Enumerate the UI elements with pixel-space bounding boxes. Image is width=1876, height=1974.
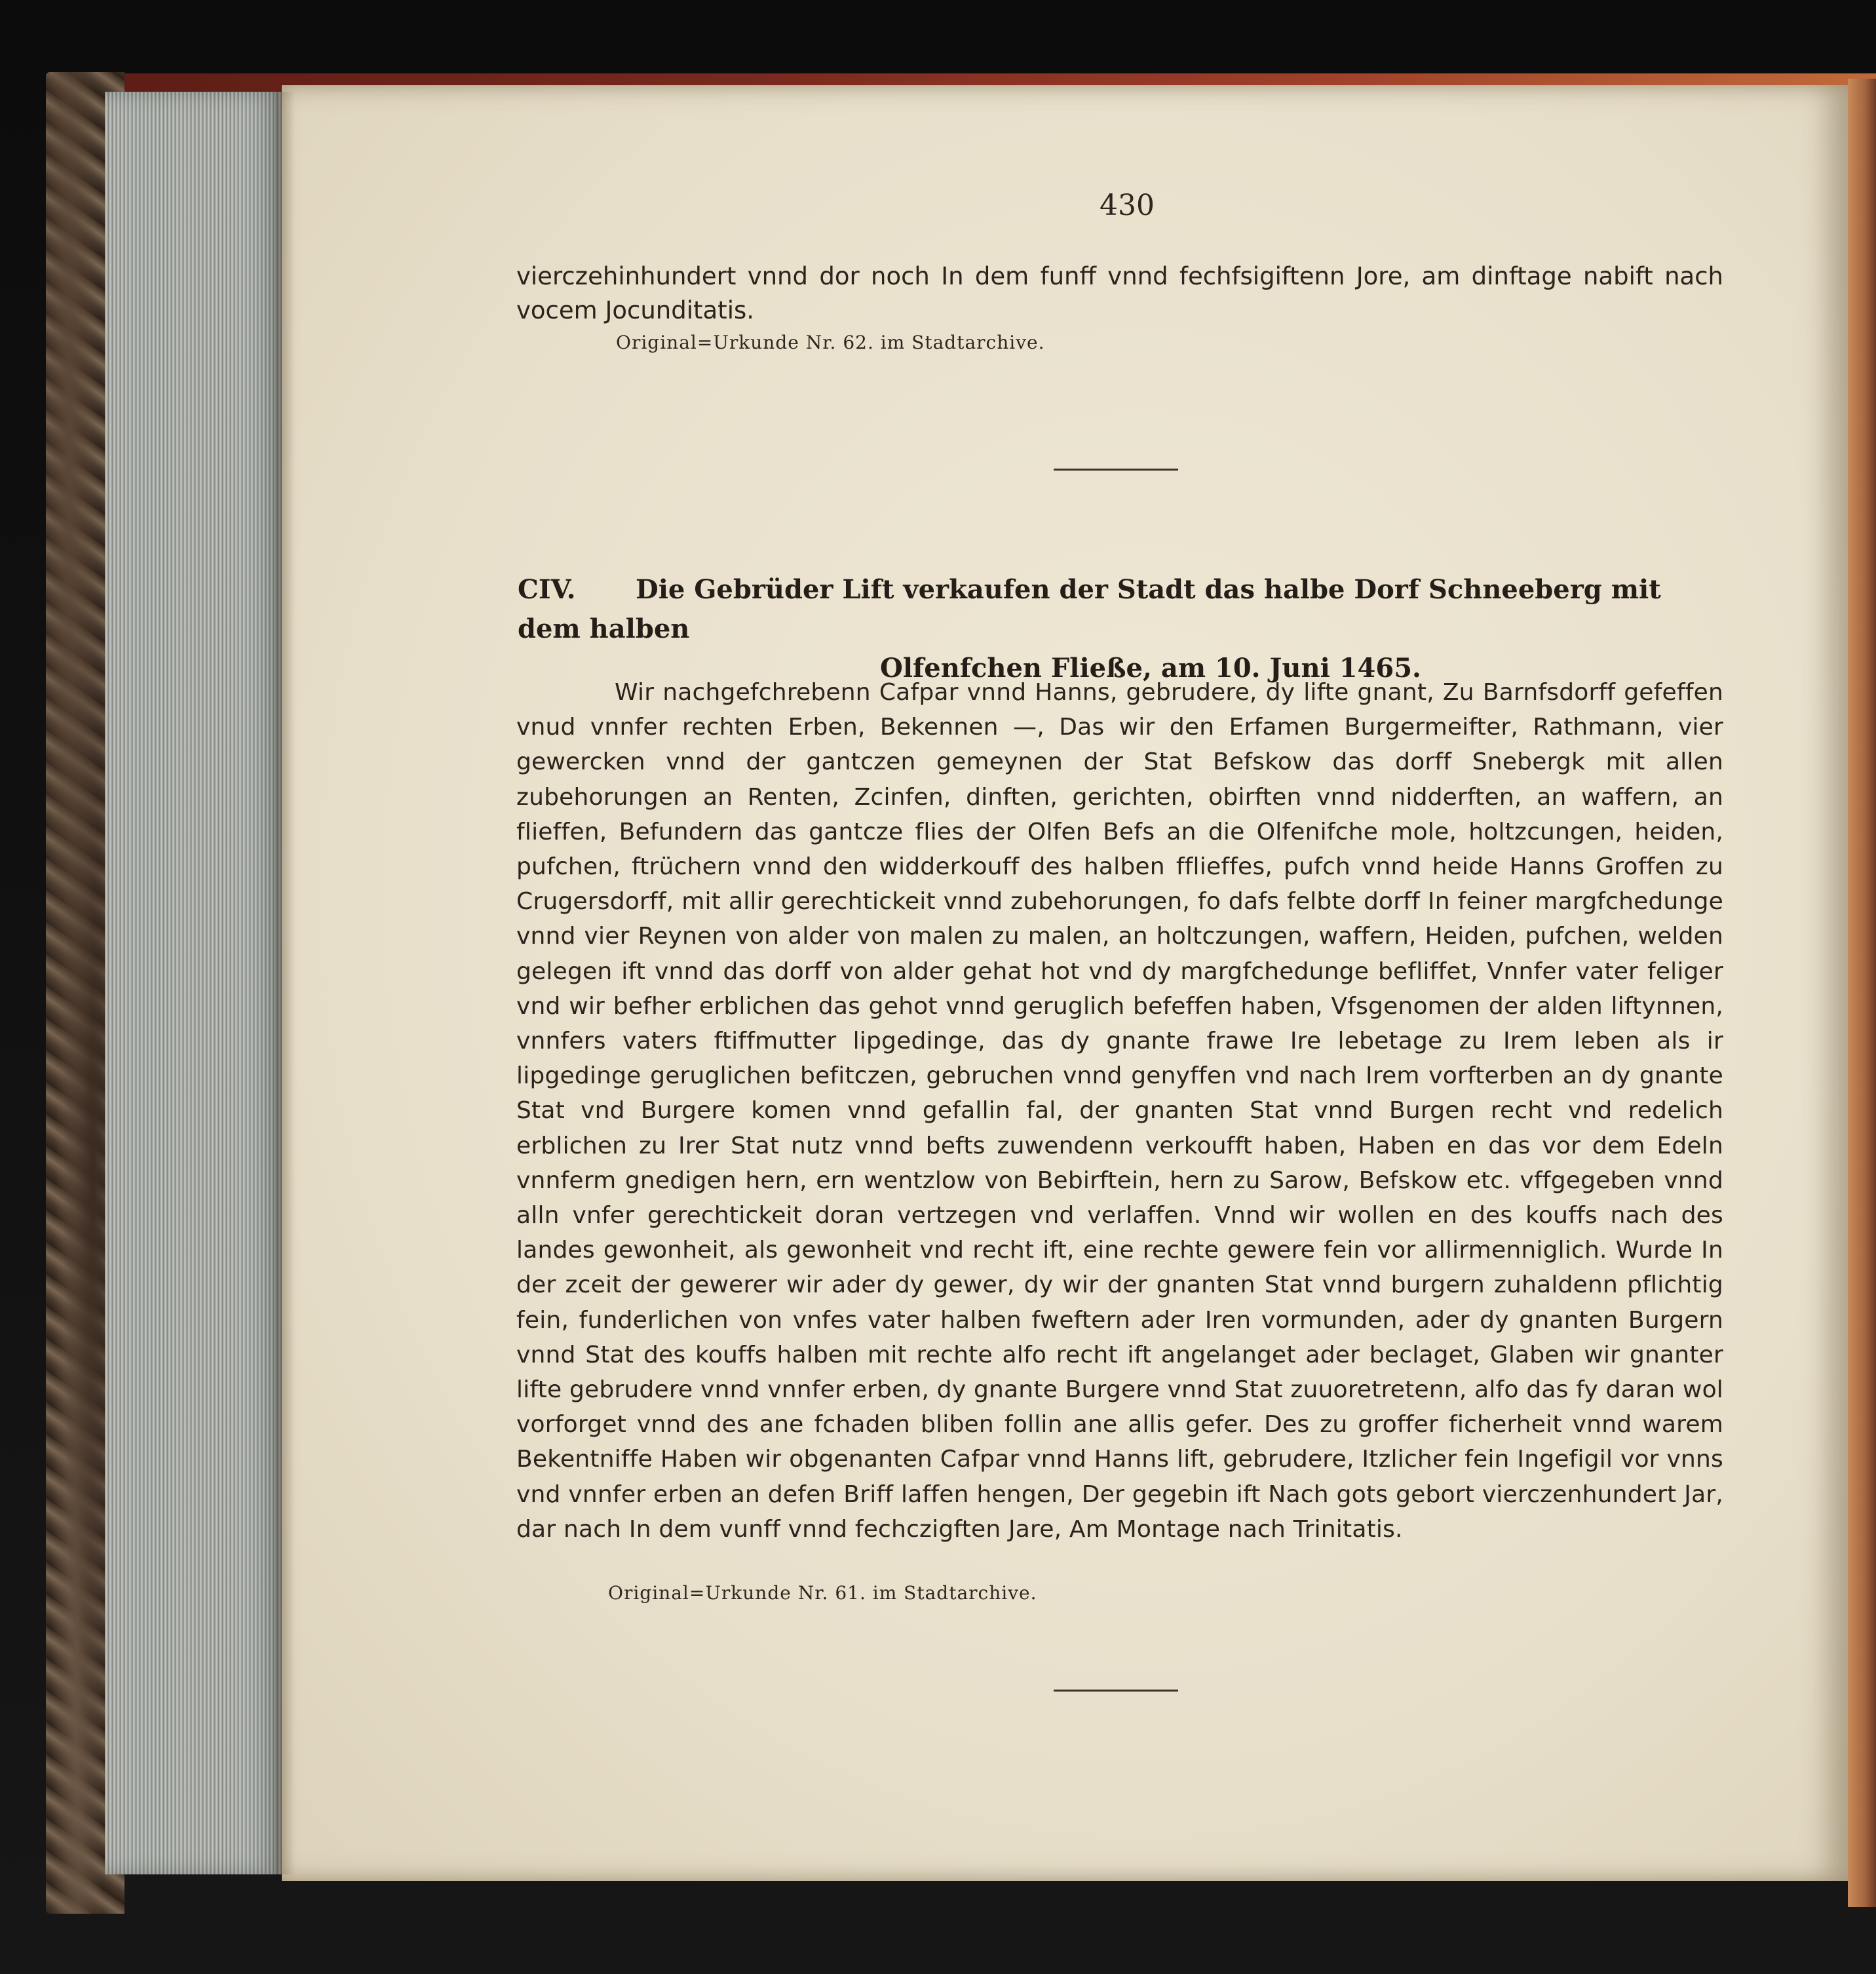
document-number: CIV. [518,574,576,605]
book-cover-right [1848,79,1876,1907]
source-note-top: Original=Urkunde Nr. 62. im Stadtarchive. [616,332,1045,353]
page-edges [105,92,282,1874]
source-note-bottom: Original=Urkunde Nr. 61. im Stadtarchive. [608,1582,1037,1604]
page-number: 430 [1100,189,1155,222]
continuation-text: vierczehinhundert vnnd dor noch In dem funff vnnd fechfsigiftenn Jore, am dinftage nabift nach vocem Jocunditatis. [516,262,1723,324]
end-divider [1054,1690,1178,1692]
document-title-line-1: Die Gebrüder Lift verkaufen der Stadt das halbe Dorf Schneeberg mit dem halben [518,574,1661,644]
section-divider [1054,469,1178,471]
document-title-line-2: Olfenfchen Fließe, am 10. Juni 1465. [880,653,1421,684]
document-heading [518,570,1725,688]
gutter-shadow [275,92,295,1874]
document-body: Wir nachgefchrebenn Cafpar vnnd Hanns, gebrudere, dy lifte gnant, Zu Barnfsdorff gefeffen vnud vnnfer rechten Erben, Bekennen —, Das wir den Erfamen Burgermeifter, Rathmann, vier gewercken vnnd der gantczen gemeynen der Stat Befskow das dorff Snebergk mit allen zubehorungen an Renten, Zcinfen, dinften, gerichten, obirften vnnd nidderften, an waffern, an flieffen, Befundern das gantcze flies der Olfen Befs an die Olfenifche mole, holtzcungen, heiden, pufchen, ftrüchern vnnd den widderkouff des halben fflieffes, pufch vnnd heide Hanns Groffen zu Crugersdorff, mit allir gerechtickeit vnnd zubehorungen, fo dafs felbte dorff In feiner margfchedunge vnnd vier Reynen von alder von malen zu malen, an holtczungen, waffern, Heiden, pufchen, welden gelegen ift vnnd das dorff von alder gehat hot vnd dy margfchedunge befliffet, Vnnfer vater feliger vnd wir befher erblichen das gehot vnnd geruglich befeffen haben, Vfsgenomen der alden liftynnen, vnnfers vaters ftiffmutter lipgedinge, das dy gnante frawe Ire lebetage zu Irem leben als ir lipgedinge geruglichen befitczen, gebruchen vnnd genyffen vnd nach Irem vorfterben an dy gnante Stat vnd Burgere komen vnnd gefallin fal, der gnanten Stat vnnd Burgen recht vnd redelich erblichen zu Irer Stat nutz vnnd befts zuwendenn verkoufft haben, Haben en das vor dem Edeln vnnferm gnedigen hern, ern wentzlow von Bebirftein, hern zu Sarow, Befskow etc. vffgegeben vnnd alln vnfer gerechtickeit doran vertzegen vnd verlaffen. Vnnd wir wollen en des kouffs nach des landes gewonheit, als gewonheit vnd recht ift, eine rechte gewere fein vor allirmenniglich. Wurde In der zceit der gewerer wir ader dy gewer, dy wir der gnanten Stat vnnd burgern zuhaldenn pflichtig fein, funderlichen von vnfes vater halben fweftern ader Iren vormunden, ader dy gnanten Burgern vnnd Stat des kouffs halben mit rechte alfo recht ift angelanget ader beclaget, Glaben wir gnanter lifte gebrudere vnnd vnnfer erben, dy gnante Burgere vnnd Stat zuuoretretenn, alfo das fy daran wol vorforget vnnd des ane fchaden bliben follin ane allis gefer. Des zu groffer ficherheit vnnd warem Bekentniffe Haben wir obgenanten Cafpar vnnd Hanns lift, gebrudere, Itzlicher fein Ingefigil vor vnns vnd vnnfer erben an defen Briff laffen hengen, Der gegebin ift Nach gots gebort vierczenhundert Jar, dar nach In dem vunff vnnd fechczigften Jare, Am Montage nach Trinitatis. [516,679,1723,1543]
